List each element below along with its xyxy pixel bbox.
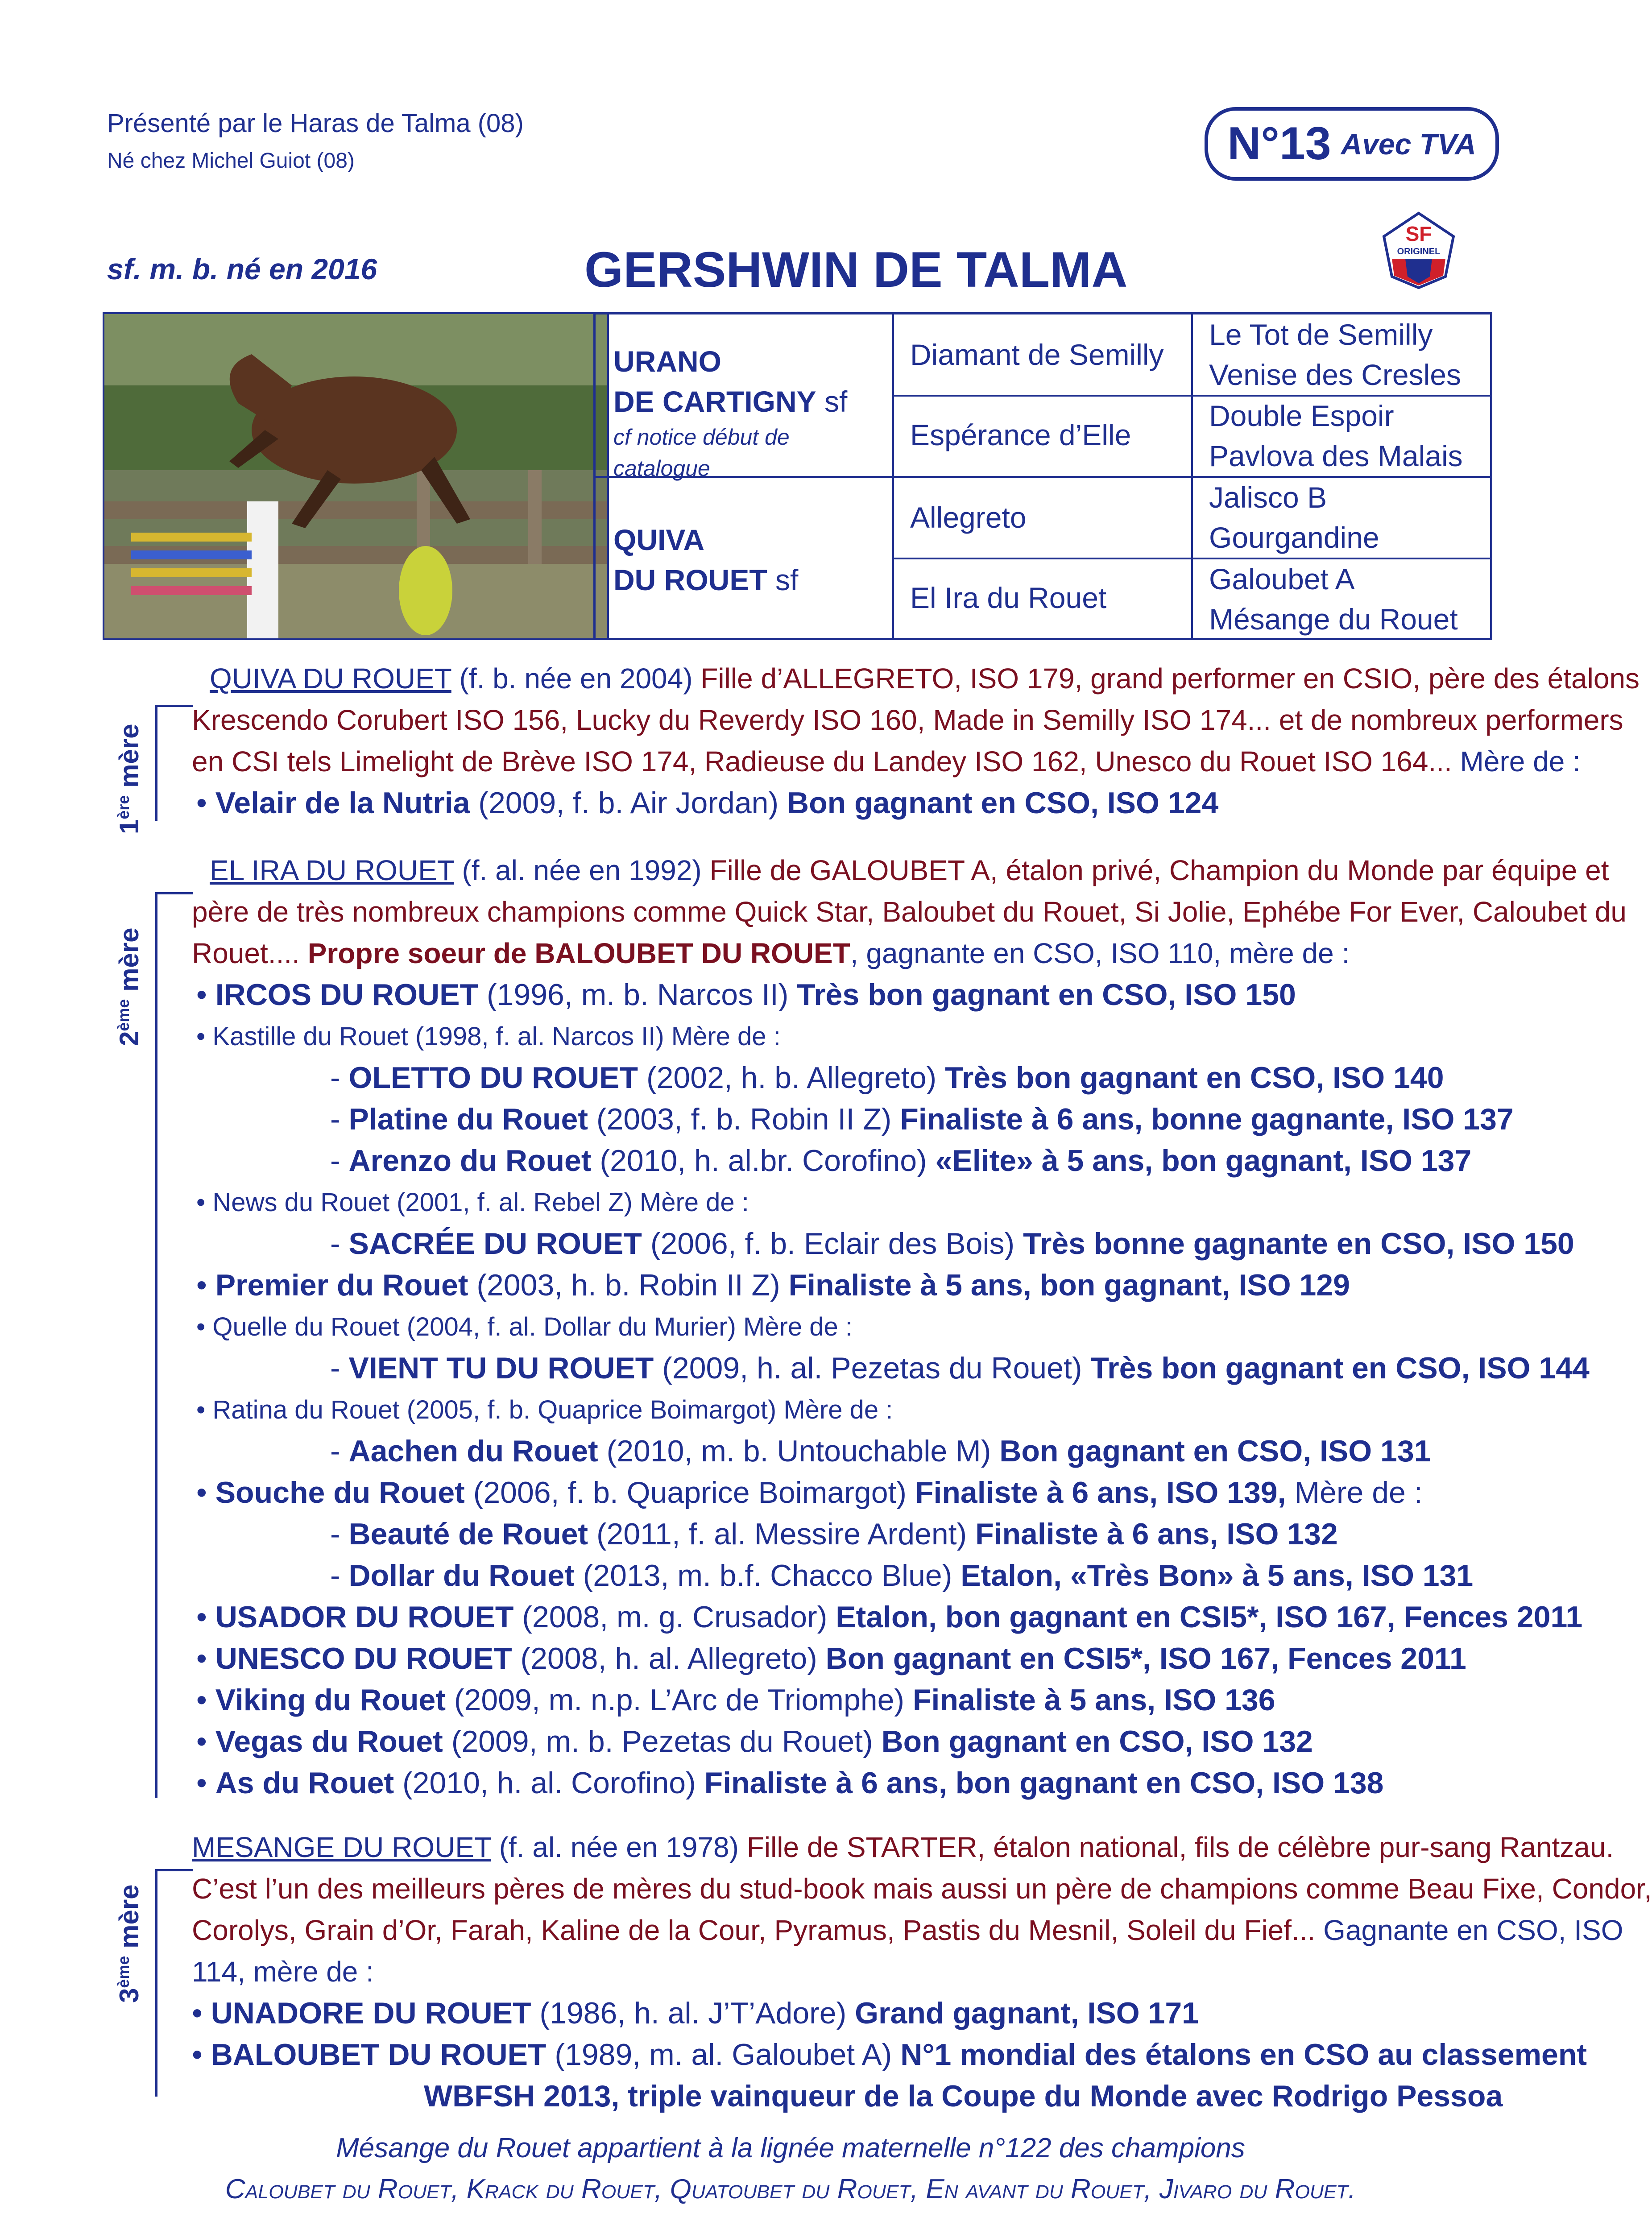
pedigree-table xyxy=(593,312,1492,640)
horse-description: sf. m. b. né en 2016 xyxy=(107,252,377,285)
offspring-item: - Platine du Rouet (2003, f. b. Robin II Z) Finaliste à 6 ans, bonne gagnante, ISO 137 xyxy=(330,1102,1514,1136)
horse-jumping-photo-icon xyxy=(104,314,607,638)
sire-suffix: sf xyxy=(824,385,848,418)
footer-note xyxy=(0,2128,1581,2210)
offspring-item: - Aachen du Rouet (2010, m. b. Untouchable M) Bon gagnant en CSO, ISO 131 xyxy=(330,1434,1431,1468)
section-mere1: QUIVA DU ROUET (f. b. née en 2004) Fille d’ALLEGRETO, ISO 179, grand performer en CSIO, père des étalons Krescendo Corubert ISO 156, Lucky du Reverdy ISO 160, Made in Semilly ISO 174... et de nombreux performers en CSI tels Limelight de Brève ISO 174, Radieuse du Landey ISO 162, Unesco du Rouet ISO 164... Mère de : • Velair de la Nutria (2009, f. b. Air Jordan) Bon gagnant en CSO, ISO 124 xyxy=(192,662,1640,820)
section-label-mere3: 3ème mère xyxy=(114,1884,144,2003)
pedigree-dam xyxy=(613,520,890,600)
offspring-item: • News du Rouet (2001, f. al. Rebel Z) Mère de : xyxy=(196,1188,749,1217)
gen3-3 xyxy=(1209,477,1379,558)
pedigree-sire xyxy=(613,341,890,484)
offspring-item: • UNESCO DU ROUET (2008, h. al. Allegreto) Bon gagnant en CSI5*, ISO 167, Fences 2011 xyxy=(196,1642,1466,1675)
offspring-item: - VIENT TU DU ROUET (2009, h. al. Pezetas du Rouet) Très bon gagnant en CSO, ISO 144 xyxy=(330,1351,1590,1385)
lot-vat: Avec TVA xyxy=(1341,127,1476,161)
offspring-item: • USADOR DU ROUET (2008, m. g. Crusador) Etalon, bon gagnant en CSI5*, ISO 167, Fences 2011 xyxy=(196,1600,1583,1634)
lot-number: N°13 xyxy=(1227,118,1331,170)
gen2-3: Allegreto xyxy=(910,501,1027,534)
gen3-4 xyxy=(1209,559,1458,639)
gen2-2: Espérance d’Elle xyxy=(910,418,1131,451)
offspring-item: • Quelle du Rouet (2004, f. al. Dollar du Murier) Mère de : xyxy=(196,1312,853,1341)
dam-line2: DU ROUET xyxy=(613,563,767,596)
header-info xyxy=(107,105,524,180)
offspring-item: - Dollar du Rouet (2013, m. b.f. Chacco Blue) Etalon, «Très Bon» à 5 ans, ISO 131 xyxy=(330,1559,1474,1593)
gen3-2b: Pavlova des Malais xyxy=(1209,439,1463,472)
offspring-item: • Kastille du Rouet (1998, f. al. Narcos II) Mère de : xyxy=(196,1022,781,1051)
offspring-item: • Vegas du Rouet (2009, m. b. Pezetas du Rouet) Bon gagnant en CSO, ISO 132 xyxy=(196,1725,1313,1758)
section-mere2: EL IRA DU ROUET (f. al. née en 1992) Fille de GALOUBET A, étalon privé, Champion du Monde par équipe et père de très nombreux champions comme Quick Star, Baloubet du Rouet, Si Jolie, Ephébe For Ever, Caloubet du Rouet.... Propre soeur de BALOUBET DU ROUET, gagnante en CSO, ISO 110, mère de : • IRCOS DU ROUET (1996, m. b. Narcos II) Très bon gagnant en CSO, ISO 150 • Kastille du Rouet (1998, f. al. Narcos II) Mère de : - OLETTO DU ROUET (2002, h. b. Allegreto) Très bon gagnant en CSO, ISO 140 - Platine du Rouet (2003, f. b. Robin II Z) Finaliste à 6 ans, bonne gagnante, ISO 137 - Arenzo du Rouet (2010, h. al.br. Corofino) «Elite» à 5 ans, bon gagnant, ISO 137 • News du Rouet (2001, f. al. Rebel Z) Mère de : - SACRÉE DU ROUET (2006, f. b. Eclair des Bois) Très bonne gagnante en CSO, ISO 150 • Premier du Rouet (2003, h. b. Robin II Z) Finaliste à 5 ans, bon gagnant, ISO 129 • Quelle du Rouet (2004, f. al. Dollar du Murier) Mère de : - VIENT TU DU ROUET (2009, h. al. Pezetas du Rouet) Très bon gagnant en CSO, ISO 144 • Ratina du Rouet (2005, f. b. Quaprice Boimargot) Mère de : - Aachen du Rouet (2010, m. b. Untouchable M) Bon gagnant en CSO, ISO 131 • Souche du Rouet (2006, f. b. Quaprice Boimargot) Finaliste à 6 ans, ISO 139, Mère de : - Beauté de Rouet (2011, f. al. Messire Ardent) Finaliste à 6 ans, ISO 132 - Dollar du Rouet (2013, m. b.f. Chacco Blue) Etalon, «Très Bon» à 5 ans, ISO 131 • USADOR DU ROUET (2008, m. g. Crusador) Etalon, bon gagnant en CSI5*, ISO 167, Fences 2011 • UNESCO DU ROUET (2008, h. al. Allegreto) Bon gagnant en CSI5*, ISO 167, Fences 2011 • Viking du Rouet (2009, m. n.p. L’Arc de Triomphe) Finaliste à 5 ans, ISO 136 • Vegas du Rouet (2009, m. b. Pezetas du Rouet) Bon gagnant en CSO, ISO 132 • As du Rouet (2010, h. al. Corofino) Finaliste à 6 ans, bon gagnant en CSO, ISO 138 xyxy=(210,850,1627,1804)
offspring-item: • IRCOS DU ROUET (1996, m. b. Narcos II) Très bon gagnant en CSO, ISO 150 xyxy=(196,978,1296,1012)
gen3-4b: Mésange du Rouet xyxy=(1209,603,1458,636)
offspring-item: - SACRÉE DU ROUET (2006, f. b. Eclair des Bois) Très bonne gagnante en CSO, ISO 150 xyxy=(330,1227,1574,1261)
presented-by: Présenté par le Haras de Talma (08) xyxy=(107,109,524,138)
sire-line2: DE CARTIGNY xyxy=(613,385,816,418)
horse-photo xyxy=(103,312,609,640)
logo-top-text: SF xyxy=(1405,222,1432,245)
mere2-offspring-list xyxy=(196,974,1627,1804)
mere1-name: QUIVA DU ROUET xyxy=(210,662,451,695)
gen3-2a: Double Espoir xyxy=(1209,399,1394,432)
offspring-item: • Ratina du Rouet (2005, f. b. Quaprice Boimargot) Mère de : xyxy=(196,1395,893,1424)
gen3-3b: Gourgandine xyxy=(1209,521,1379,554)
offspring-item: • As du Rouet (2010, h. al. Corofino) Finaliste à 6 ans, bon gagnant en CSO, ISO 138 xyxy=(196,1766,1384,1800)
logo-bottom-text: ORIGINEL xyxy=(1397,247,1441,256)
gen3-1b: Venise des Cresles xyxy=(1209,358,1461,391)
dam-suffix: sf xyxy=(775,563,799,596)
gen3-4a: Galoubet A xyxy=(1209,563,1355,596)
gen3-2 xyxy=(1209,396,1463,476)
offspring-item: - OLETTO DU ROUET (2002, h. b. Allegreto) Très bon gagnant en CSO, ISO 140 xyxy=(330,1061,1444,1095)
sire-note: cf notice début de catalogue xyxy=(613,425,790,481)
gen3-1 xyxy=(1209,314,1461,395)
section-mere3: MESANGE DU ROUET (f. al. née en 1978) Fille de STARTER, étalon national, fils de célèbre pur-sang Rantzau. C’est l’un des meilleurs pères de mères du stud-book mais aussi un père de champions comme Beau Fixe, Condor, Corolys, Grain d’Or, Farah, Kaline de la Cour, Pyramus, Pastis du Mesnil, Soleil du Fief... Gagnante en CSO, ISO 114, mère de : • UNADORE DU ROUET (1986, h. al. J’T’Adore) Grand gagnant, ISO 171 • BALOUBET DU ROUET (1989, m. al. Galoubet A) N°1 mondial des étalons en CSO au classement WBFSH 2013, triple vainqueur de la Coupe du Monde avec Rodrigo Pessoa xyxy=(192,1831,1652,2113)
sf-originel-logo-icon xyxy=(1379,210,1459,290)
section-label-mere2: 2ème mère xyxy=(114,927,144,1046)
footer-line1: Mésange du Rouet appartient à la lignée maternelle n°122 des champions xyxy=(336,2133,1245,2163)
sire-line1: URANO xyxy=(613,345,721,378)
gen3-1a: Le Tot de Semilly xyxy=(1209,318,1433,351)
dam-line1: QUIVA xyxy=(613,523,705,556)
offspring-item: • Premier du Rouet (2003, h. b. Robin II Z) Finaliste à 5 ans, bon gagnant, ISO 129 xyxy=(196,1268,1350,1302)
offspring-item: - Arenzo du Rouet (2010, h. al.br. Corofino) «Elite» à 5 ans, bon gagnant, ISO 137 xyxy=(330,1144,1472,1178)
offspring-item: • Viking du Rouet (2009, m. n.p. L’Arc de Triomphe) Finaliste à 5 ans, ISO 136 xyxy=(196,1683,1275,1717)
born-at: Né chez Michel Guiot (08) xyxy=(107,149,355,173)
gen2-1: Diamant de Semilly xyxy=(910,338,1164,371)
lot-badge xyxy=(1205,107,1499,181)
section-label-mere1: 1ère mère xyxy=(114,724,144,834)
gen3-3a: Jalisco B xyxy=(1209,481,1327,514)
offspring-item: • Souche du Rouet (2006, f. b. Quaprice Boimargot) Finaliste à 6 ans, ISO 139, Mère de : xyxy=(196,1476,1423,1510)
offspring-item: - Beauté de Rouet (2011, f. al. Messire Ardent) Finaliste à 6 ans, ISO 132 xyxy=(330,1517,1338,1551)
mere2-name: EL IRA DU ROUET xyxy=(210,854,454,886)
mere3-name: MESANGE DU ROUET xyxy=(192,1831,491,1863)
horse-name: GERSHWIN DE TALMA xyxy=(584,242,1128,298)
footer-line2: Caloubet du Rouet, Krack du Rouet, Quatoubet du Rouet, En avant du Rouet, Jivaro du Rouet. xyxy=(225,2174,1356,2205)
gen2-4: El Ira du Rouet xyxy=(910,581,1107,614)
